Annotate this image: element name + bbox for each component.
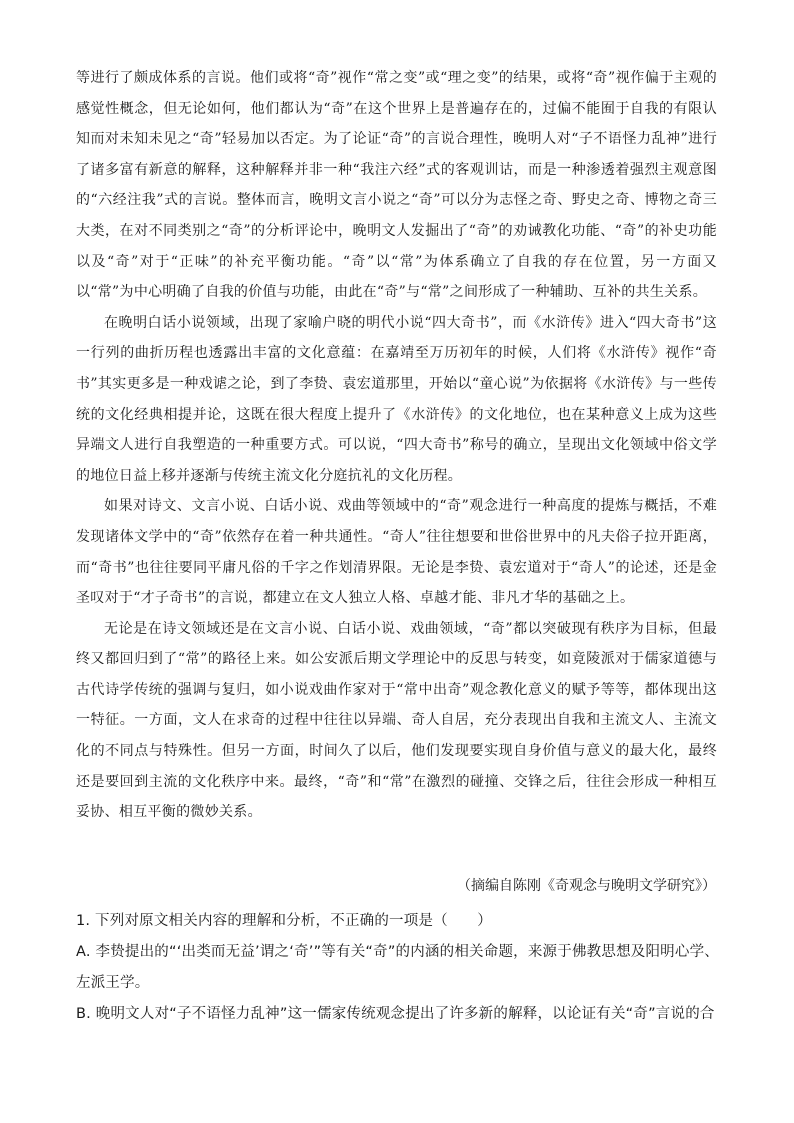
article-paragraph-3: 如果对诗文、文言小说、白话小说、戏曲等领域中的“奇”观念进行一种高度的提炼与概括，不难发现诸体文学中的“奇”依然存在着一种共通性。“奇人”往往想要和世俗世界中的凡夫俗子拉开距离，而“奇书”也往往要同平庸凡俗的千字之作划清界限。无论是李贽、袁宏道对于“奇人”的论述，还是金圣叹对于“才子奇书”的言说，都建立在文人独立人格、卓越才能、非凡才华的基础之上。	[76, 498, 717, 607]
article-paragraph-2: 在晚明白话小说领域，出现了家喻户晓的明代小说“四大奇书”，而《水浒传》进入“四大奇书”这一行列的曲折历程也透露出丰富的文化意蕴：在嘉靖至万历初年的时候，人们将《水浒传》视作“奇书”其实更多是一种戏谑之论，到了李贽、袁宏道那里，开始以“童心说”为依据将《水浒传》与一些传统的文化经典相提并论，这既在很大程度上提升了《水浒传》的文化地位，也在某种意义上成为这些异端文人进行自我塑造的一种重要方式。可以说，“四大奇书”称号的确立，呈现出文化领域中俗文学的地位日益上移并逐渐与传统主流文化分庭抗礼的文化历程。	[76, 314, 717, 484]
article-source: （摘编自陈刚《奇观念与晚明文学研究》）	[457, 878, 716, 894]
question-1-option-b: B. 晚明文人对“子不语怪力乱神”这一儒家传统观念提出了许多新的解释，以论证有关“奇”言说的合	[76, 1006, 715, 1022]
article-paragraph-4: 无论是在诗文领域还是在文言小说、白话小说、戏曲领域，“奇”都以突破现有秩序为目标，但最终又都回归到了“常”的路径上来。如公安派后期文学理论中的反思与转变，如竟陵派对于儒家道德与古代诗学传统的强调与复归，如小说戏曲作家对于“常中出奇”观念教化意义的赋予等等，都体现出这一特征。一方面，文人在求奇的过程中往往以异端、奇人自居，充分表现出自我和主流文人、主流文化的不同点与特殊性。但另一方面，时间久了以后，他们发现要实现自身价值与意义的最大化，最终还是要回到主流的文化秩序中来。最终，“奇”和“常”在激烈的碰撞、交锋之后，往往会形成一种相互妥协、相互平衡的微妙关系。	[76, 620, 717, 821]
question-section	[76, 906, 719, 1030]
question-1-stem: 1. 下列对原文相关内容的理解和分析，不正确的一项是（ ）	[76, 913, 492, 929]
article-paragraph-1: 等进行了颇成体系的言说。他们或将“奇”视作“常之变”或“理之变”的结果，或将“奇”视作偏于主观的感觉性概念，但无论如何，他们都认为“奇”在这个世界上是普遍存在的，过偏不能囿于自我的有限认知而对未知未见之“奇”轻易加以否定。为了论证“奇”的言说合理性，晚明人对“子不语怪力乱神”进行了诸多富有新意的解释，这种解释并非一种“我注六经”式的客观训诂，而是一种渗透着强烈主观意图的“六经注我”式的言说。整体而言，晚明文言小说之“奇”可以分为志怪之奇、野史之奇、博物之奇三大类，在对不同类别之“奇”的分析评论中，晚明文人发掘出了“奇”的劝诫教化功能、“奇”的补史功能以及“奇”对于“正味”的补充平衡功能。“奇”以“常”为体系确立了自我的存在位置，另一方面又以“常”为中心明确了自我的价值与功能，由此在“奇”与“常”之间形成了一种辅助、互补的共生关系。	[76, 70, 717, 301]
article-text	[76, 63, 717, 828]
question-1-option-a: A. 李贽提出的“‘出类而无益’谓之‘奇’”等有关“奇”的内涵的相关命题，来源于佛教思想及阳明心学、左派王学。	[76, 944, 719, 991]
